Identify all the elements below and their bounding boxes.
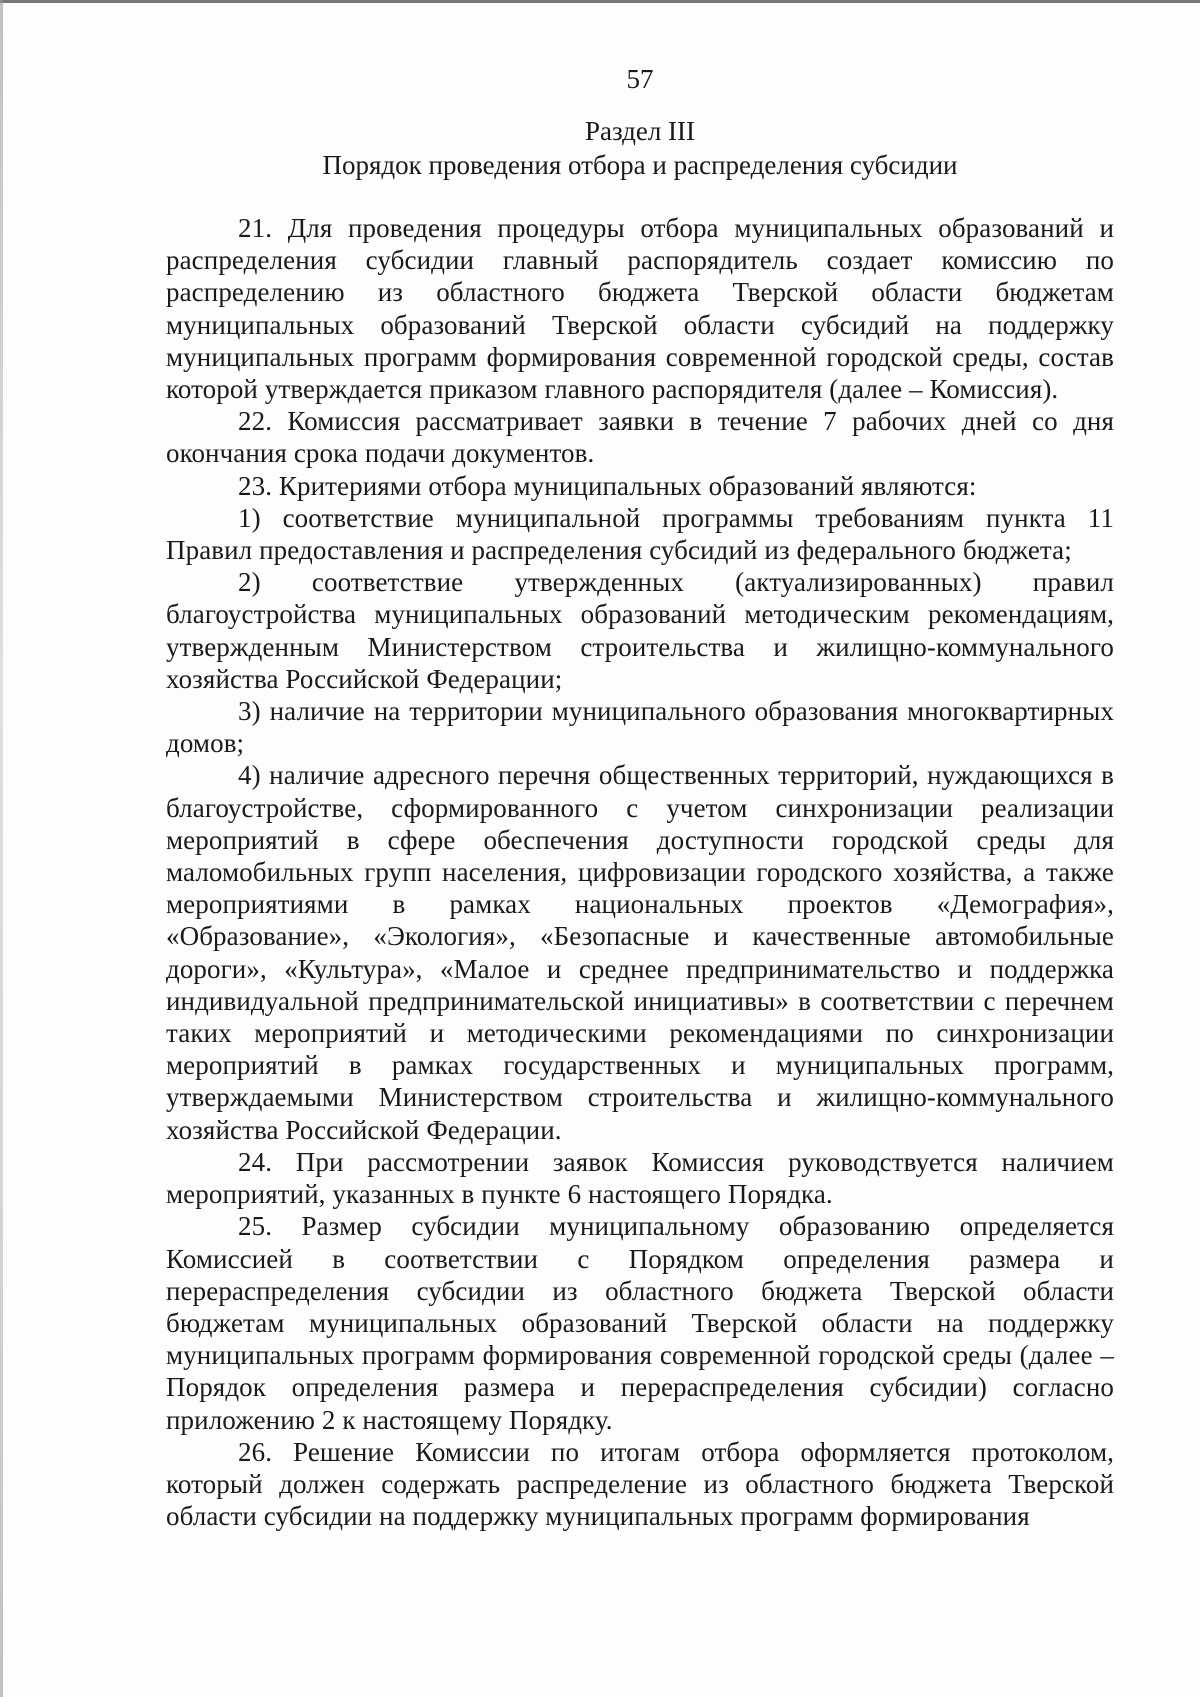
paragraph-24: 24. При рассмотрении заявок Комиссия руководствуется наличием мероприятий, указанных в пункте 6 настоящего Порядка.: [166, 1146, 1114, 1210]
paragraph-26: 26. Решение Комиссии по итогам отбора оформляется протоколом, который должен содержать распределение из областного бюджета Тверской области субсидии на поддержку муниципальных программ формирования: [166, 1436, 1114, 1532]
page-content: [166, 64, 1114, 1532]
paragraph-21: 21. Для проведения процедуры отбора муниципальных образований и распределения субсидии главный распорядитель создает комиссию по распределению из областного бюджета Тверской области бюджетам муниципальных образований Тверской области субсидий на поддержку муниципальных программ формирования современной городской среды, состав которой утверждается приказом главного распорядителя (далее – Комиссия).: [166, 213, 1114, 405]
scan-left-edge: [0, 0, 3, 1697]
paragraph-23: 23. Критериями отбора муниципальных образований являются:: [238, 470, 977, 501]
criterion-4: 4) наличие адресного перечня общественных территорий, нуждающихся в благоустройстве, сформированного с учетом синхронизации реализации мероприятий в сфере обеспечения доступности городской среды для маломобильных групп населения, цифровизации городского хозяйства, а также мероприятиями в рамках национальных проектов «Демография», «Образование», «Экология», «Безопасные и качественные автомобильные дороги», «Культура», «Малое и среднее предпринимательство и поддержка индивидуальной предпринимательской инициативы» в соответствии с перечнем таких мероприятий и методическими рекомендациями по синхронизации мероприятий в рамках государственных и муниципальных программ, утверждаемыми Министерством строительства и жилищно-коммунального хозяйства Российской Федерации.: [166, 760, 1114, 1145]
criterion-1: 1) соответствие муниципальной программы требованиям пункта 11 Правил предоставления и распределения субсидий из федерального бюджета;: [166, 502, 1114, 566]
scan-top-edge: [0, 0, 1200, 3]
page-number: 57: [626, 64, 654, 94]
paragraph-25: 25. Размер субсидии муниципальному образованию определяется Комиссией в соответствии с Порядком определения размера и перераспределения субсидии из областного бюджета Тверской области бюджетам муниципальных образований Тверской области на поддержку муниципальных программ формирования современной городской среды (далее – Порядок определения размера и перераспределения субсидии) согласно приложению 2 к настоящему Порядку.: [166, 1211, 1114, 1435]
section-subtitle: Порядок проведения отбора и распределения субсидии: [322, 150, 958, 180]
paragraph-22: 22. Комиссия рассматривает заявки в течение 7 рабочих дней со дня окончания срока подачи документов.: [166, 406, 1114, 469]
section-title: Раздел III: [584, 116, 696, 146]
criterion-2: 2) соответствие утвержденных (актуализированных) правил благоустройства муниципальных образований методическим рекомендациям, утвержденным Министерством строительства и жилищно-коммунального хозяйства Российской Федерации;: [166, 567, 1114, 694]
criterion-3: 3) наличие на территории муниципального образования многоквартирных домов;: [166, 696, 1114, 759]
